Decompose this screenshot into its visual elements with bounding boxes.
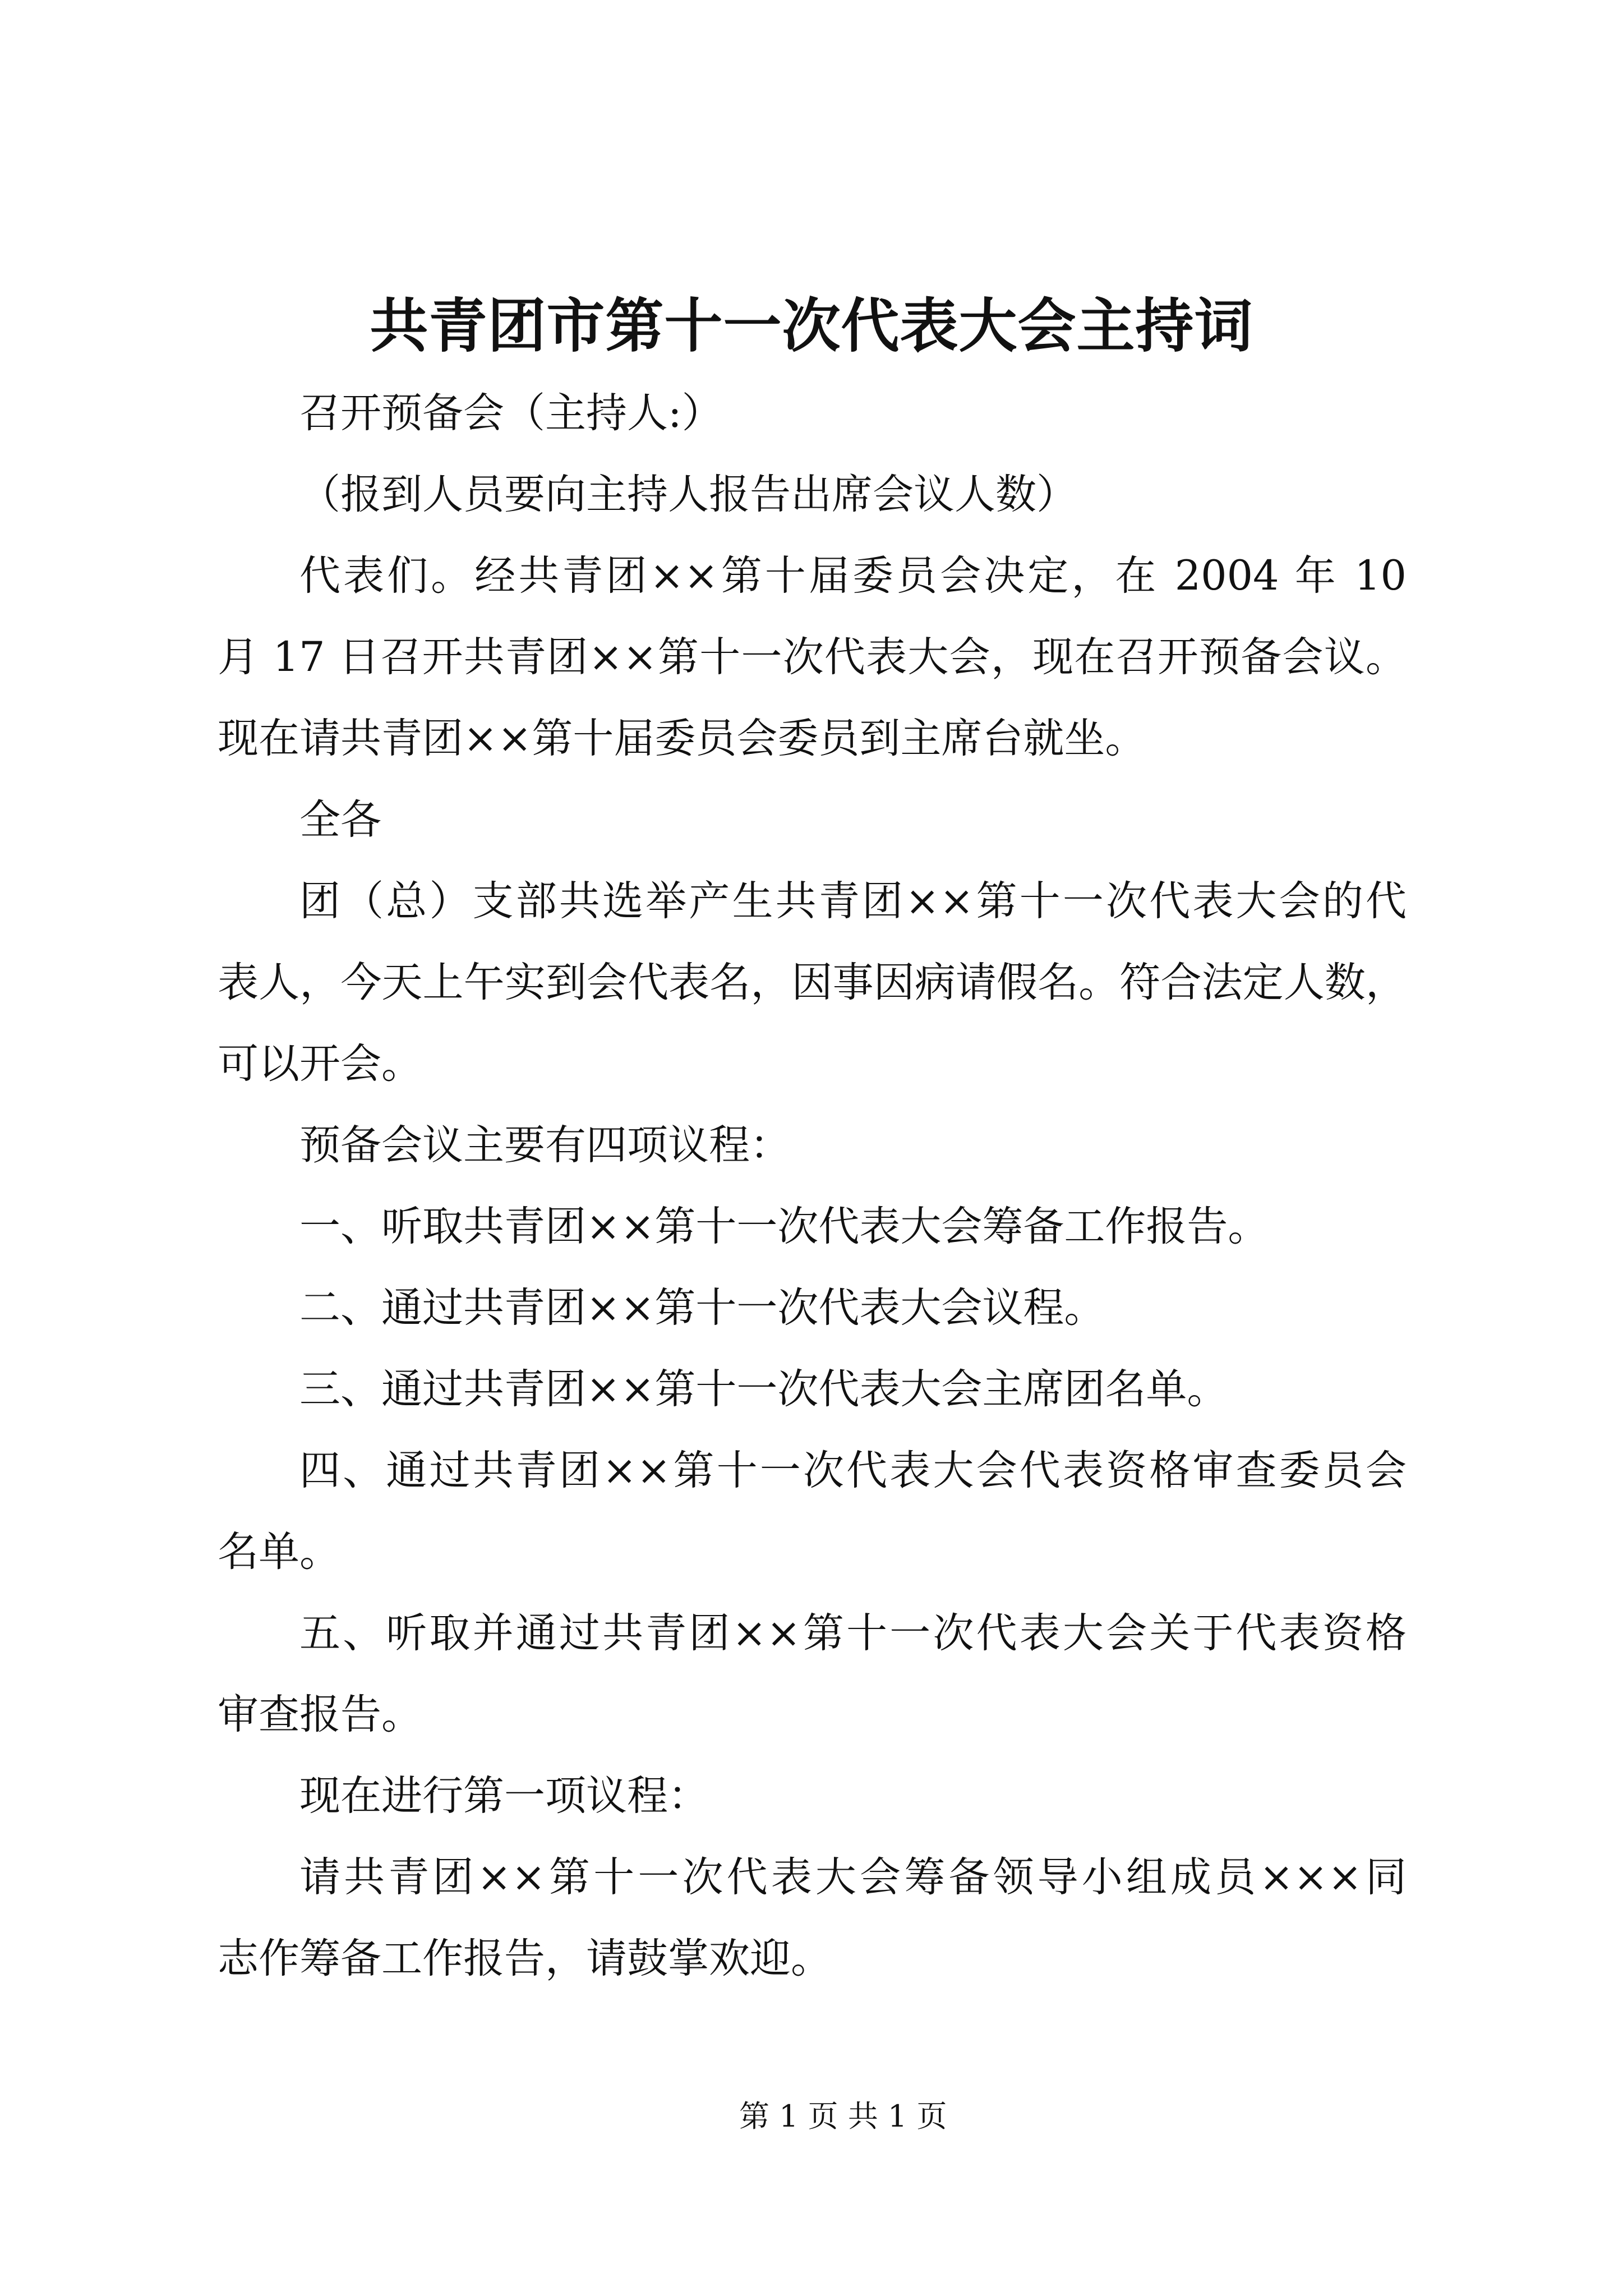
document-body bbox=[218, 372, 1407, 1999]
paragraph-line: 四、通过共青团××第十一次代表大会代表资格审查委员会 bbox=[299, 1447, 1407, 1494]
paragraph-delegate-count bbox=[218, 861, 1407, 1105]
paragraph-opening-remarks bbox=[218, 535, 1407, 779]
page-number-footer: 第 1 页 共 1 页 bbox=[739, 2099, 947, 2134]
paragraph-line: 召开预备会（主持人:） bbox=[299, 389, 723, 437]
paragraph-line: 一、听取共青团××第十一次代表大会筹备工作报告。 bbox=[299, 1203, 1269, 1250]
agenda-item-1 bbox=[218, 1186, 1407, 1267]
paragraph-salutation bbox=[218, 779, 1407, 861]
paragraph-line: 可以开会。 bbox=[218, 1040, 422, 1088]
paragraph-report-invitation bbox=[218, 1837, 1407, 1999]
paragraph-line: 志作筹备工作报告，请鼓掌欢迎。 bbox=[218, 1935, 832, 1982]
agenda-item-4 bbox=[218, 1430, 1407, 1593]
paragraph-line: 预备会议主要有四项议程： bbox=[299, 1121, 791, 1169]
paragraph-line: 表人，今天上午实到会代表名，因事因病请假名。符合法定人数， bbox=[218, 959, 1407, 1006]
agenda-item-5 bbox=[218, 1593, 1407, 1755]
document-title: 共青团市第十一次代表大会主持词 bbox=[370, 291, 1253, 360]
paragraph-line: 现在请共青团××第十届委员会委员到主席台就坐。 bbox=[218, 715, 1146, 762]
paragraph-first-agenda bbox=[218, 1755, 1407, 1837]
paragraph-preparatory-meeting bbox=[218, 372, 1407, 454]
paragraph-line: （报到人员要向主持人报告出席会议人数） bbox=[299, 471, 1077, 518]
paragraph-line: 名单。 bbox=[218, 1528, 340, 1576]
agenda-item-2 bbox=[218, 1267, 1407, 1349]
paragraph-line: 团（总）支部共选举产生共青团××第十一次代表大会的代 bbox=[299, 877, 1407, 925]
paragraph-line: 现在进行第一项议程： bbox=[299, 1772, 709, 1820]
agenda-item-3 bbox=[218, 1349, 1407, 1430]
paragraph-line: 二、通过共青团××第十一次代表大会议程。 bbox=[299, 1284, 1105, 1332]
paragraph-line: 审查报告。 bbox=[218, 1691, 422, 1738]
paragraph-line: 全各 bbox=[299, 796, 381, 844]
paragraph-line: 五、听取并通过共青团××第十一次代表大会关于代表资格 bbox=[299, 1609, 1407, 1657]
paragraph-line: 月 17 日召开共青团××第十一次代表大会，现在召开预备会议。 bbox=[218, 633, 1407, 681]
paragraph-line: 三、通过共青团××第十一次代表大会主席团名单。 bbox=[299, 1365, 1228, 1413]
paragraph-line: 请共青团××第十一次代表大会筹备领导小组成员×××同 bbox=[299, 1853, 1407, 1901]
paragraph-attendance-note bbox=[218, 454, 1407, 535]
paragraph-agenda-intro bbox=[218, 1105, 1407, 1186]
paragraph-line: 代表们。经共青团××第十届委员会决定，在 2004 年 10 bbox=[299, 552, 1407, 600]
